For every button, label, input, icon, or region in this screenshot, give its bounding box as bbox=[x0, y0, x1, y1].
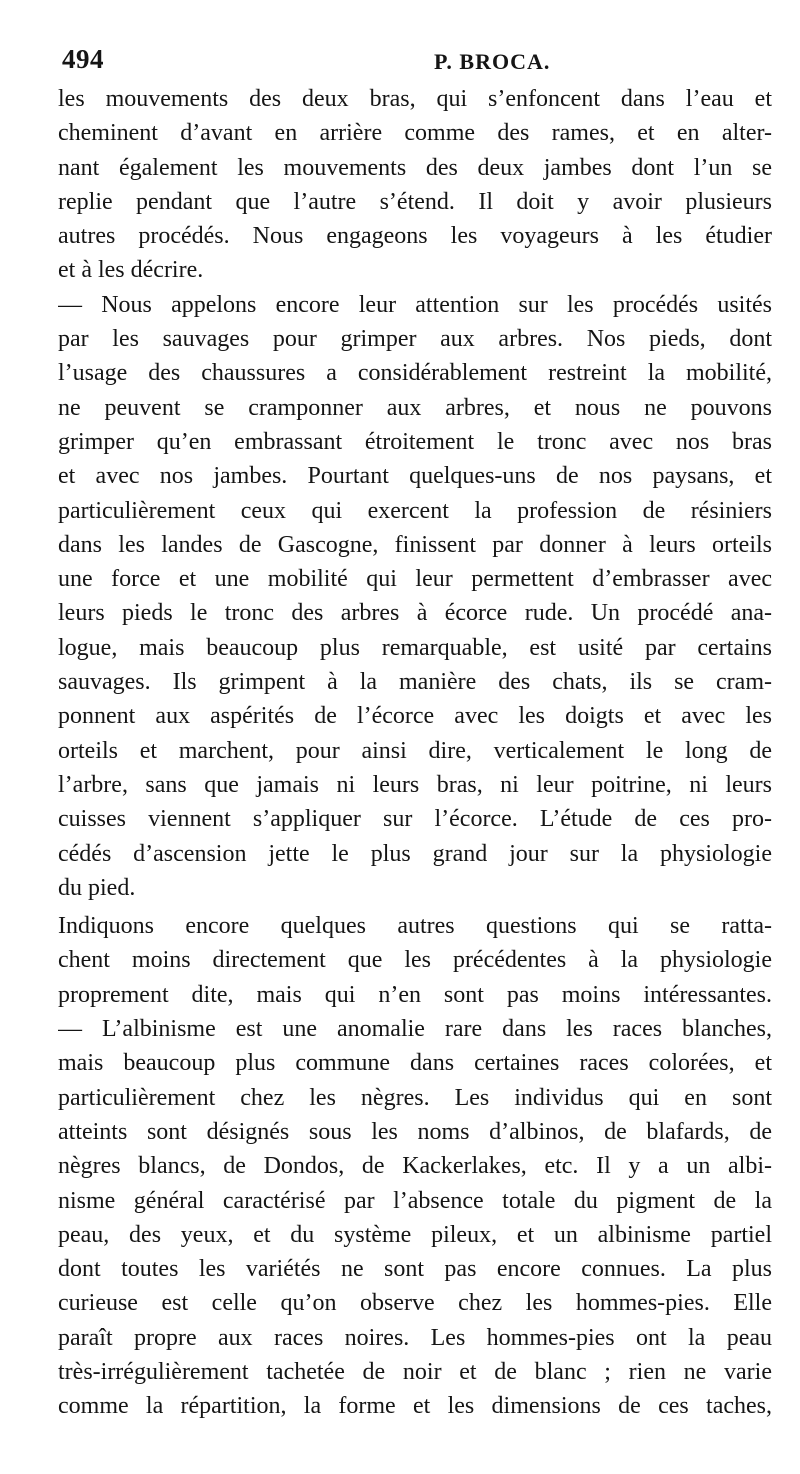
text-line: peau, des yeux, et du système pileux, et un albinisme partiel bbox=[58, 1221, 772, 1248]
text-line: atteints sont désignés sous les noms d’albinos, de blafards, de bbox=[58, 1118, 772, 1145]
text-line: l’usage des chaussures a considérablement restreint la mobilité, bbox=[58, 360, 772, 387]
page-number: 494 bbox=[62, 44, 104, 74]
text-line: et avec nos jambes. Pourtant quelques-uns de nos paysans, et bbox=[58, 463, 772, 490]
text-line: par les sauvages pour grimper aux arbres. Nos pieds, dont bbox=[58, 326, 772, 353]
text-line: proprement dite, mais qui n’en sont pas moins intéressantes. bbox=[58, 981, 772, 1008]
text-line: une force et une mobilité qui leur permettent d’embrasser avec bbox=[58, 566, 772, 593]
text-line: du pied. bbox=[58, 874, 136, 901]
text-line: mais beaucoup plus commune dans certaines races colorées, et bbox=[58, 1050, 772, 1077]
text-line: — L’albinisme est une anomalie rare dans les races blanches, bbox=[58, 1016, 772, 1043]
text-line: — Nous appelons encore leur attention sur les procédés usités bbox=[58, 291, 772, 318]
text-line: autres procédés. Nous engageons les voyageurs à les étudier bbox=[58, 223, 772, 250]
text-line: paraît propre aux races noires. Les hommes-pies ont la peau bbox=[58, 1324, 772, 1351]
text-line: particulièrement ceux qui exercent la profession de résiniers bbox=[58, 497, 772, 524]
text-line: très-irrégulièrement tachetée de noir et de blanc ; rien ne varie bbox=[58, 1358, 772, 1385]
text-line: sauvages. Ils grimpent à la manière des chats, ils se cram- bbox=[58, 669, 772, 696]
text-line: logue, mais beaucoup plus remarquable, est usité par certains bbox=[58, 634, 772, 661]
text-line: ne peuvent se cramponner aux arbres, et nous ne pouvons bbox=[58, 394, 772, 421]
text-line: grimper qu’en embrassant étroitement le tronc avec nos bras bbox=[58, 428, 772, 455]
text-line: l’arbre, sans que jamais ni leurs bras, ni leur poitrine, ni leurs bbox=[58, 771, 772, 798]
text-line: comme la répartition, la forme et les dimensions de ces taches, bbox=[58, 1393, 772, 1420]
text-line: cuisses viennent s’appliquer sur l’écorce. L’étude de ces pro- bbox=[58, 806, 772, 833]
text-line: cheminent d’avant en arrière comme des rames, et en alter- bbox=[58, 120, 772, 147]
text-line: chent moins directement que les précédentes à la physiologie bbox=[58, 947, 772, 974]
text-line: ponnent aux aspérités de l’écorce avec les doigts et avec les bbox=[58, 703, 772, 730]
text-line: dans les landes de Gascogne, finissent par donner à leurs orteils bbox=[58, 531, 772, 558]
text-line: nègres blancs, de Dondos, de Kackerlakes, etc. Il y a un albi- bbox=[58, 1153, 772, 1180]
text-line: et à les décrire. bbox=[58, 257, 204, 284]
text-line: replie pendant que l’autre s’étend. Il doit y avoir plusieurs bbox=[58, 188, 772, 215]
text-line: particulièrement chez les nègres. Les individus qui en sont bbox=[58, 1084, 772, 1111]
text-line: Indiquons encore quelques autres questions qui se ratta- bbox=[58, 913, 772, 940]
running-head: P. BROCA. bbox=[434, 49, 551, 74]
text-line: nant également les mouvements des deux jambes dont l’un se bbox=[58, 154, 772, 181]
text-line: les mouvements des deux bras, qui s’enfoncent dans l’eau et bbox=[58, 86, 772, 112]
text-line: nisme général caractérisé par l’absence totale du pigment de la bbox=[58, 1187, 772, 1214]
text-line: curieuse est celle qu’on observe chez les hommes-pies. Elle bbox=[58, 1290, 772, 1317]
text-line: leurs pieds le tronc des arbres à écorce rude. Un procédé ana- bbox=[58, 600, 772, 627]
text-line: dont toutes les variétés ne sont pas encore connues. La plus bbox=[58, 1256, 772, 1283]
page-header bbox=[58, 44, 772, 80]
body-text bbox=[58, 82, 772, 1424]
text-line: orteils et marchent, pour ainsi dire, verticalement le long de bbox=[58, 737, 772, 764]
text-line: cédés d’ascension jette le plus grand jour sur la physiologie bbox=[58, 840, 772, 867]
